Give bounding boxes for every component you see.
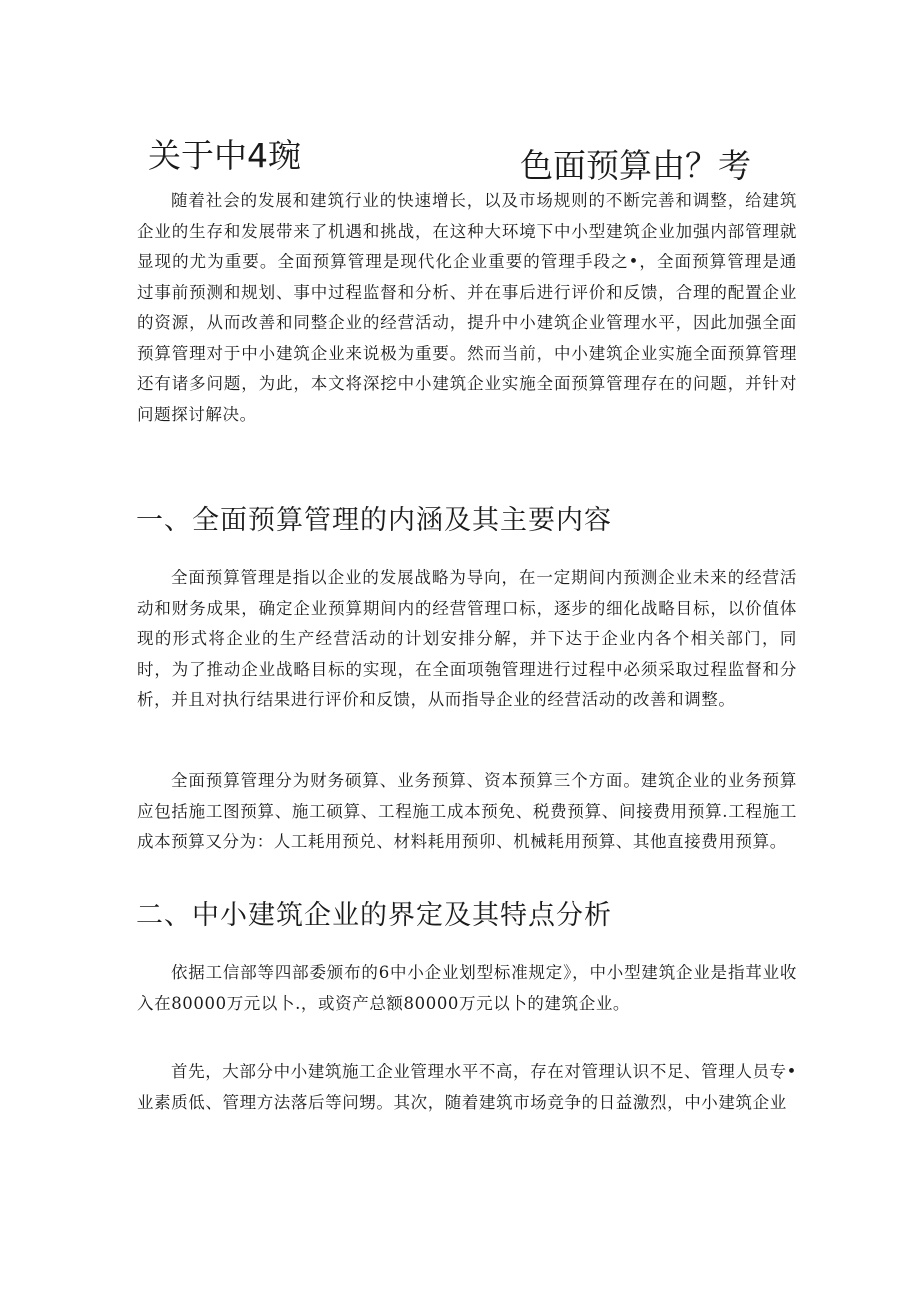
section1-paragraph-2: 全面预算管理分为财务硕算、业务预算、资本预算三个方面。建筑企业的业务预算应包括施工图预算、施工硕算、工程施工成本预免、税费预算、间接费用预算.工程施工成本预算又分为：人工耗用预兑、材料耗用预卯、机械耗用预算、其他直接费用预算。 <box>137 771 797 851</box>
intro-paragraph: 随着社会的发展和建筑行业的快速增长，以及市场规则的不断完善和调整，给建筑企业的生存和发展带来了机遇和挑战，在这种大环境下中小型建筑企业加强内部管理就显现的尤为重要。全面预算管理是现代化企业重要的管理手段之•，全面预算管理是通过事前预测和规划、事中过程监督和分析、并在事后进行评价和反馈，合理的配置企业的资源，从而改善和同整企业的经营活动，提升中小建筑企业管理水平，因此加强全面预算管理对于中小建筑企业来说极为重要。然而当前，中小建筑企业实施全面预算管理还有诸多问题，为此，本文将深挖中小建筑企业实施全面预算管理存在的问题，并针对问题探讨解决。 <box>137 191 797 424</box>
document-title-part1: 关于中4琬 <box>148 136 301 175</box>
section2-paragraph-1: 依据工信部等四部委颁布的6中小企业划型标准规定》，中小型建筑企业是指茸业收入在80000万元以卜.，或资产总额80000万元以卜的建筑企业。 <box>137 963 797 1013</box>
section2-paragraph-2: 首先，大部分中小建筑施工企业管理水平不高，存在对管理认识不足、管理人员专•业素质低、管理方法落后等问甥。其次，随着建筑市场竞争的日益激烈，中小建筑企业 <box>137 1062 797 1112</box>
section1-paragraph-1: 全面预算管理是指以企业的发展战略为导向，在一定期间内预测企业未来的经营活动和财务成果，确定企业预算期间内的经营管理口标，逐步的细化战略目标，以价值体现的形式将企业的生产经营活动的计划安排分解，并下达于企业内各个相关部门，同时，为了推动企业战略目标的实现，在全面项匏管理进行过程中必须采取过程监督和分析，并且对执行结果进行评价和反馈，从而指导企业的经营活动的改善和调整。 <box>137 568 797 709</box>
document-title-part2: 色面预算由？考 <box>520 146 751 185</box>
section2-heading: 二、中小建筑企业的界定及其特点分析 <box>136 900 612 931</box>
section1-heading: 一、全面预算管理的内涵及其主要内容 <box>136 505 612 536</box>
